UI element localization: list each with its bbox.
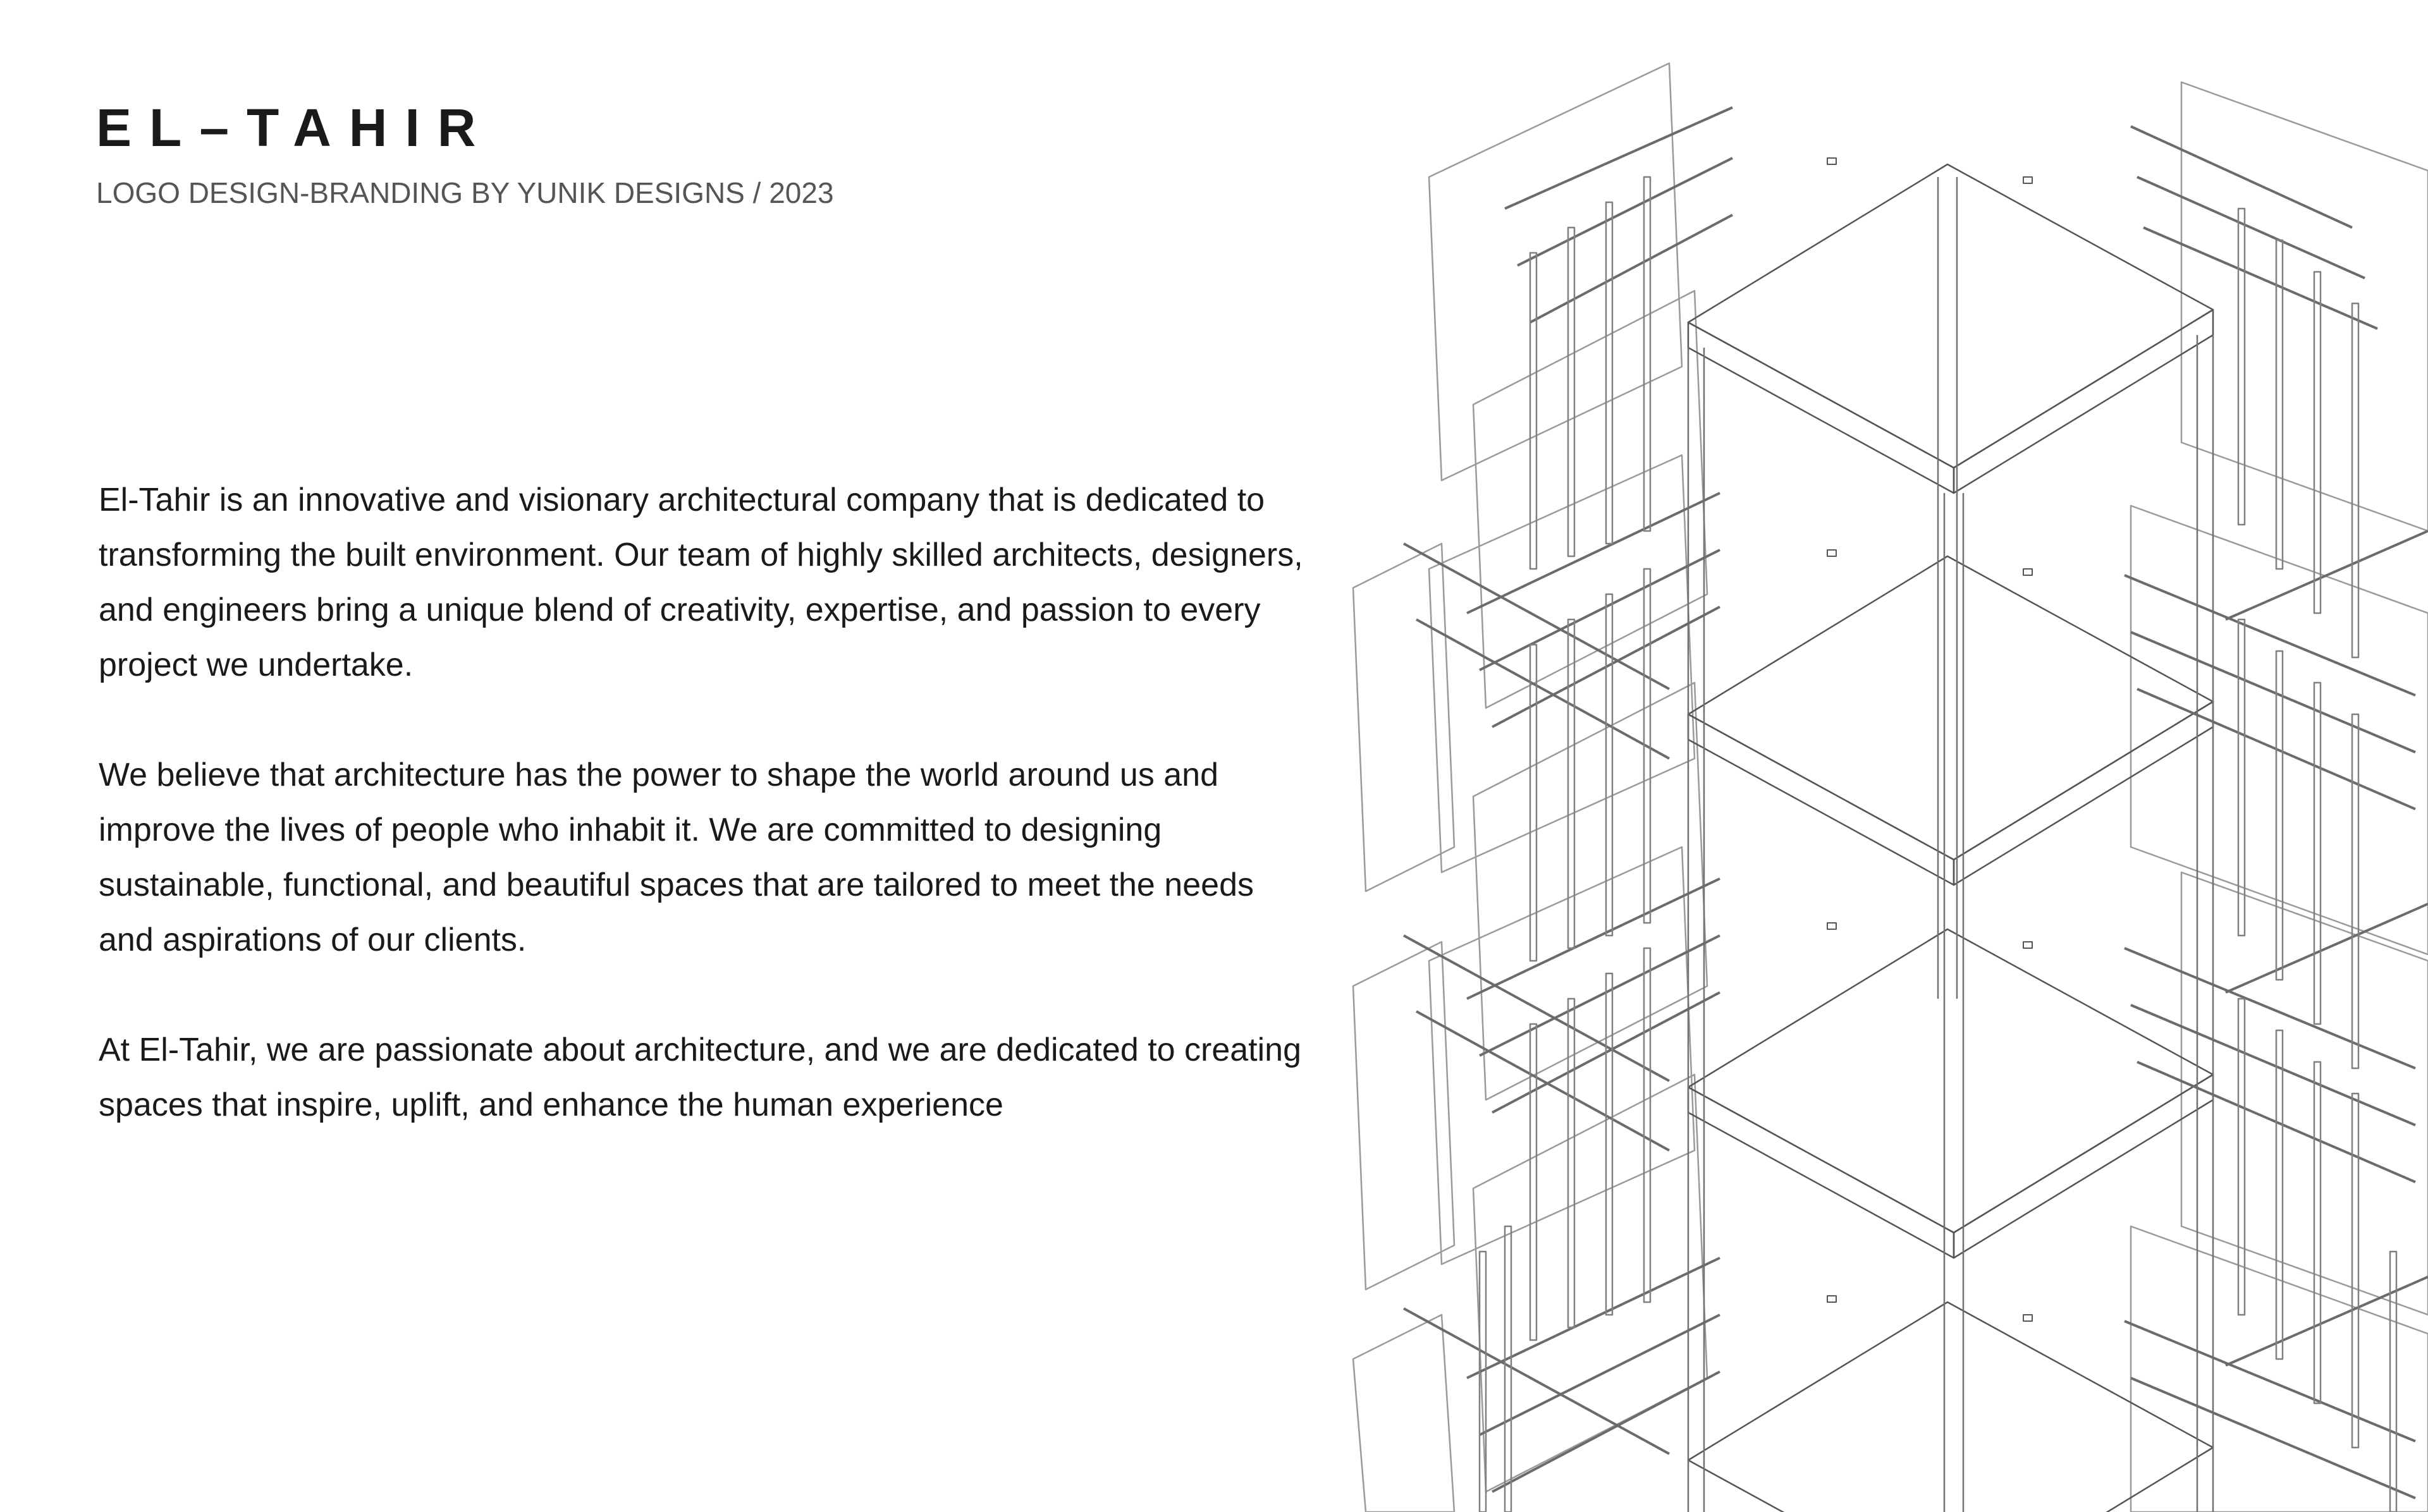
page-header [96, 98, 834, 209]
paragraph-intro: El-Tahir is an innovative and visionary architectural company that is dedicated to transforming the built environment. Our team of highly skilled architects, designers, and engineers bring a unique blend of creativity, expertise, and passion to every project we undertake. [99, 482, 1303, 683]
brand-title: EL–TAHIR [96, 98, 494, 157]
paragraph-belief: We believe that architecture has the power to shape the world around us and improve the lives of people who inhabit it. We are committed to designing sustainable, functional, and beautiful spaces that are tailored to meet the needs and aspirations of our clients. [99, 757, 1254, 958]
detail-marks [1827, 158, 2032, 1321]
tower-platforms [1688, 164, 2213, 1512]
about-text [99, 473, 1313, 1188]
tower-columns [1688, 177, 2213, 1512]
architecture-wireframe-icon [1340, 51, 2428, 1512]
brand-subtitle: LOGO DESIGN-BRANDING BY YUNIK DESIGNS / 2023 [96, 176, 834, 209]
paragraph-passion: At El-Tahir, we are passionate about architecture, and we are dedicated to creating spaces that inspire, uplift, and enhance the human experience [99, 1032, 1302, 1123]
